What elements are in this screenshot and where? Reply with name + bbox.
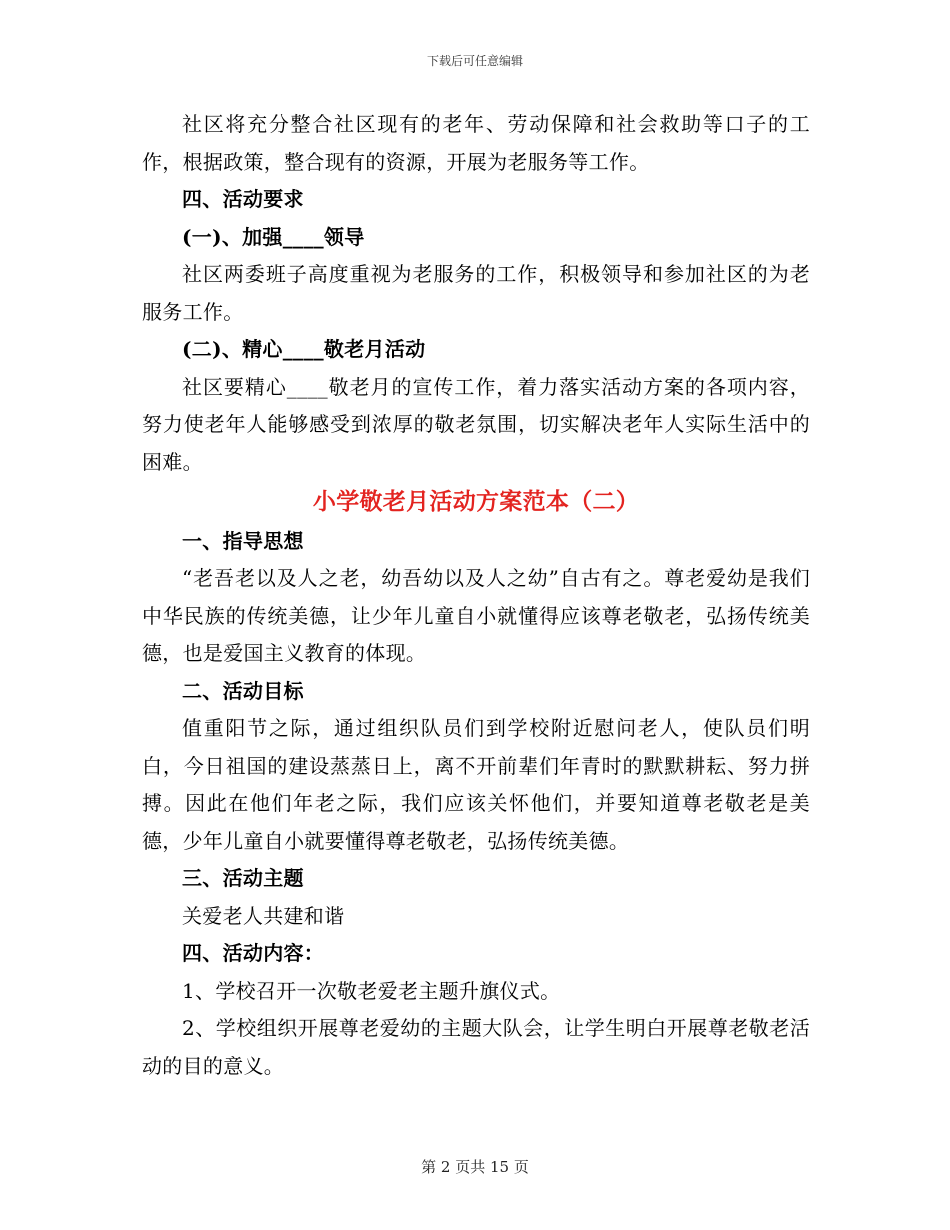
paragraph: 社区两委班子高度重视为老服务的工作，积极领导和参加社区的为老服务工作。	[142, 262, 810, 324]
subsection-heading: (二)、精心____敬老月活动	[182, 337, 426, 361]
document-body	[142, 106, 810, 1085]
section-heading: 四、活动内容：	[182, 941, 325, 965]
page-footer: 第 2 页共 15 页	[421, 1158, 529, 1176]
paragraph: 社区要精心____敬老月的宣传工作，着力落实活动方案的各项内容，努力使老年人能够感受到浓厚的敬老氛围，切实解决老年人实际生活中的困难。	[142, 374, 810, 474]
list-item: 1、学校召开一次敬老爱老主题升旗仪式。	[182, 978, 561, 1003]
paragraph: “老吾老以及人之老，幼吾幼以及人之幼”自古有之。尊老爱幼是我们中华民族的传统美德，让少年儿童自小就懂得应该尊老敬老，弘扬传统美德，也是爱国主义教育的体现。	[142, 566, 810, 665]
page-header: 下载后可任意编辑	[426, 54, 523, 68]
subsection-heading: (一)、加强____领导	[182, 224, 365, 249]
paragraph: 值重阳节之际，通过组织队员们到学校附近慰问老人，使队员们明白，今日祖国的建设蒸蒸日上，离不开前辈们年青时的默默耕耘、努力拼搏。因此在他们年老之际，我们应该关怀他们，并要知道尊老敬老是美德，少年儿童自小就要懂得尊老敬老，弘扬传统美德。	[142, 716, 810, 853]
section-heading: 一、指导思想	[182, 528, 304, 553]
paragraph: 社区将充分整合社区现有的老年、劳动保障和社会救助等口子的工作，根据政策，整合现有的资源，开展为老服务等工作。	[142, 112, 810, 174]
paragraph: 关爱老人共建和谐	[182, 903, 345, 928]
section-heading: 二、活动目标	[182, 678, 304, 703]
list-item: 2、学校组织开展尊老爱幼的主题大队会，让学生明白开展尊老敬老活动的目的意义。	[142, 1016, 810, 1078]
section-heading: 四、活动要求	[182, 187, 304, 211]
section-heading: 三、活动主题	[182, 866, 304, 890]
document-title: 小学敬老月活动方案范本（二）	[312, 488, 640, 515]
